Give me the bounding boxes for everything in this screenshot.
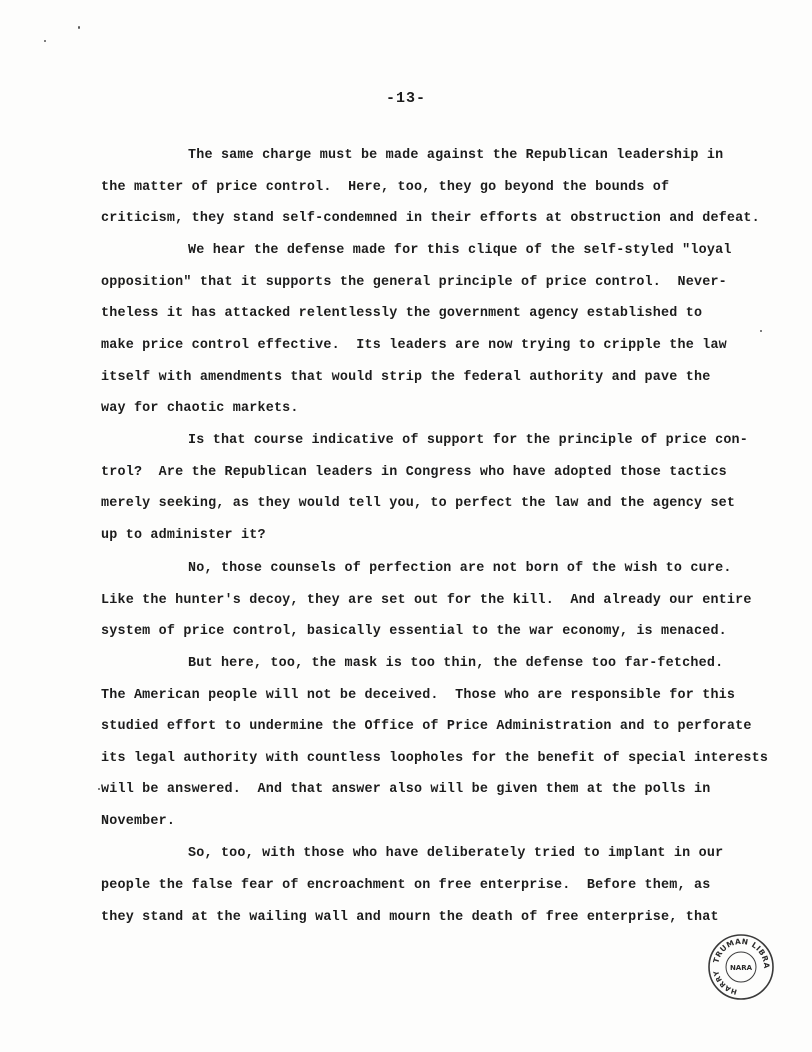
text-line: studied effort to undermine the Office of Price Administration and to perforate	[101, 719, 752, 734]
text-line: Like the hunter's decoy, they are set out for the kill. And already our entire	[101, 593, 752, 608]
text-line: trol? Are the Republican leaders in Congress who have adopted those tactics	[101, 465, 727, 480]
text-line: make price control effective. Its leaders are now trying to cripple the law	[101, 338, 727, 353]
text-line: itself with amendments that would strip the federal authority and pave the	[101, 370, 711, 385]
text-line: So, too, with those who have deliberately tried to implant in our	[188, 846, 724, 861]
truman-library-stamp	[706, 932, 776, 1002]
stamp-seal-icon	[706, 932, 776, 1002]
scan-speck	[44, 40, 46, 42]
text-line: No, those counsels of perfection are not born of the wish to cure.	[188, 561, 732, 576]
text-line: they stand at the wailing wall and mourn the death of free enterprise, that	[101, 910, 719, 925]
stamp-text-center: NARA	[729, 964, 753, 972]
stamp-text-left: HARRY	[712, 969, 738, 996]
text-line: the matter of price control. Here, too, they go beyond the bounds of	[101, 180, 670, 195]
scan-speck	[78, 26, 80, 29]
text-line: opposition" that it supports the general principle of price control. Never-	[101, 275, 727, 290]
page-number: -13-	[385, 90, 426, 107]
text-line: The American people will not be deceived. Those who are responsible for this	[101, 688, 736, 703]
text-line: November.	[101, 814, 176, 829]
text-line: criticism, they stand self-condemned in their efforts at obstruction and defeat.	[101, 211, 760, 226]
text-line: system of price control, basically essential to the war economy, is menaced.	[101, 624, 727, 639]
text-line: The same charge must be made against the Republican leadership in	[188, 148, 724, 163]
text-line: We hear the defense made for this clique of the self-styled "loyal	[188, 243, 732, 258]
text-line: up to administer it?	[101, 528, 266, 543]
text-line: merely seeking, as they would tell you, to perfect the law and the agency set	[101, 496, 736, 511]
text-line: way for chaotic markets.	[101, 401, 299, 416]
text-line: its legal authority with countless loopholes for the benefit of special interests	[101, 751, 769, 766]
text-line: theless it has attacked relentlessly the government agency established to	[101, 306, 703, 321]
scan-speck	[98, 788, 100, 790]
text-line: will be answered. And that answer also will be given them at the polls in	[101, 782, 711, 797]
stamp-text-top: TRUMAN LIBRA	[711, 936, 772, 970]
scan-speck	[760, 330, 762, 332]
text-line: people the false fear of encroachment on free enterprise. Before them, as	[101, 878, 711, 893]
text-line: But here, too, the mask is too thin, the defense too far-fetched.	[188, 656, 724, 671]
text-line: Is that course indicative of support for the principle of price con-	[188, 433, 749, 448]
